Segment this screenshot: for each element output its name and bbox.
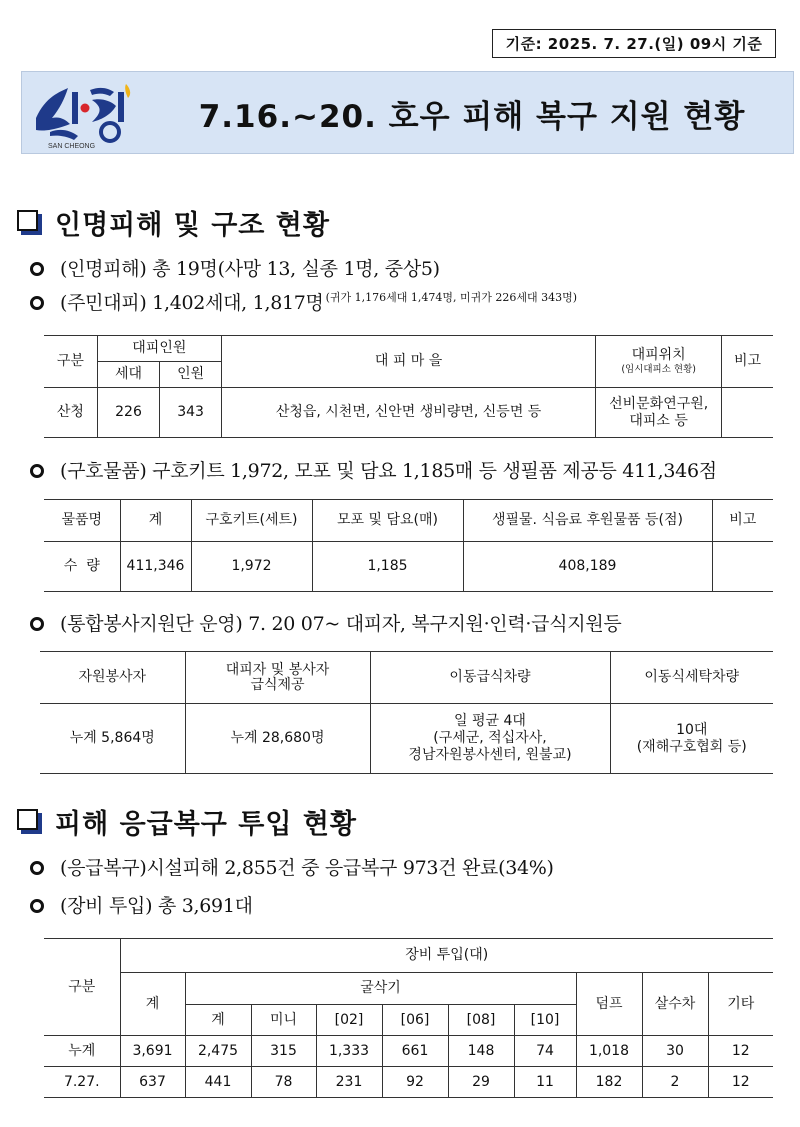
table-cell: 10대 (재해구호협회 등) [610, 704, 773, 774]
table-row [44, 542, 773, 592]
table-cell: 일 평균 4대 (구세군, 적십자사, 경남자원봉사센터, 원불교) [370, 704, 610, 774]
table-cell: 408,189 [463, 542, 712, 592]
header-location: 대피위치 (임시대피소 현황) [596, 336, 722, 388]
table-cell: 441 [185, 1067, 251, 1098]
table-cell: 이동급식차량 [370, 652, 610, 704]
table-cell: 7.27. [44, 1067, 120, 1098]
bullet-relief-goods: (구호물품) 구호키트 1,972, 모포 및 담요 1,185매 등 생필품 제공등 411,346점 [30, 456, 717, 483]
table-cell: [06] [382, 1005, 448, 1036]
header-total: 계 [120, 973, 185, 1036]
sancheong-logo [30, 78, 140, 150]
table-cell: 148 [448, 1036, 514, 1067]
header-person: 인원 [160, 362, 222, 388]
table-cell: 수 량 [44, 542, 120, 592]
table-cell: 11 [514, 1067, 576, 1098]
table-cell: 637 [120, 1067, 185, 1098]
table-cell: 대피자 및 봉사자 급식제공 [185, 652, 370, 704]
circle-bullet-icon [30, 899, 44, 913]
table-cell: 2,475 [185, 1036, 251, 1067]
header-note: 비고 [722, 336, 773, 388]
volunteer-table [40, 651, 773, 774]
equipment-table [44, 938, 773, 1098]
circle-bullet-icon [30, 617, 44, 631]
table-cell: [02] [316, 1005, 382, 1036]
table-cell: 자원봉사자 [40, 652, 185, 704]
table-cell: 이동식세탁차량 [610, 652, 773, 704]
table-cell: 누계 5,864명 [40, 704, 185, 774]
title-banner [21, 71, 794, 154]
header-equipment: 장비 투입(대) [120, 939, 773, 973]
table-cell: 315 [251, 1036, 316, 1067]
header-evac-people: 대피인원 [97, 336, 221, 362]
svg-text:SAN CHEONG: SAN CHEONG [48, 143, 96, 150]
table-cell: 29 [448, 1067, 514, 1098]
header-gubun: 구분 [44, 939, 120, 1036]
table-row [40, 704, 773, 774]
table-cell: 생필물. 식음료 후원물품 등(점) [463, 500, 712, 542]
circle-bullet-icon [30, 861, 44, 875]
bullet-emergency-recovery: (응급복구)시설피해 2,855건 중 응급복구 973건 완료(34%) [30, 853, 554, 880]
table-cell: 3,691 [120, 1036, 185, 1067]
table-row [44, 1067, 773, 1098]
header-village: 대 피 마 을 [221, 336, 595, 388]
circle-bullet-icon [30, 296, 44, 310]
table-row: 산청 226 343 산청읍, 시천면, 신안면 생비량면, 신등면 등 선비문화연구원, 대피소 등 [44, 388, 773, 438]
circle-bullet-icon [30, 464, 44, 478]
bullet-casualties: (인명피해) 총 19명(사망 13, 실종 1명, 중상5) [30, 254, 440, 281]
table-cell: 1,185 [312, 542, 463, 592]
header-sprinkler: 살수차 [642, 973, 708, 1036]
table-cell: 182 [576, 1067, 642, 1098]
table-cell: [08] [448, 1005, 514, 1036]
table-cell: 비고 [712, 500, 773, 542]
table-cell: 물품명 [44, 500, 120, 542]
table-cell: 12 [708, 1067, 773, 1098]
header-etc: 기타 [708, 973, 773, 1036]
table-cell: 미니 [251, 1005, 316, 1036]
header-household: 세대 [97, 362, 160, 388]
section-square-icon [17, 210, 41, 234]
table-cell: 구호키트(세트) [191, 500, 312, 542]
header-excavator: 굴삭기 [185, 973, 576, 1005]
table-cell: 누계 [44, 1036, 120, 1067]
table-cell: 2 [642, 1067, 708, 1098]
section-square-icon [17, 809, 41, 833]
table-cell: 78 [251, 1067, 316, 1098]
relief-goods-table [44, 499, 773, 592]
table-cell: 1,018 [576, 1036, 642, 1067]
table-cell: 계 [120, 500, 191, 542]
table-row [44, 1036, 773, 1067]
evacuation-note: (귀가 1,176세대 1,474명, 미귀가 226세대 343명) [325, 291, 578, 304]
table-cell: 231 [316, 1067, 382, 1098]
evacuation-table [44, 335, 773, 438]
page-title: 7.16.~20. 호우 피해 복구 지원 현황 [198, 99, 746, 135]
section-title-recovery: 피해 응급복구 투입 현황 [17, 801, 357, 841]
section-title-casualty: 인명피해 및 구조 현황 [17, 202, 330, 242]
table-cell: 92 [382, 1067, 448, 1098]
circle-bullet-icon [30, 262, 44, 276]
table-cell: 모포 및 담요(매) [312, 500, 463, 542]
table-cell [712, 542, 773, 592]
table-cell: 661 [382, 1036, 448, 1067]
reference-date: 기준: 2025. 7. 27.(일) 09시 기준 [492, 29, 776, 58]
table-cell: 411,346 [120, 542, 191, 592]
table-cell: 1,333 [316, 1036, 382, 1067]
table-cell: [10] [514, 1005, 576, 1036]
header-dump: 덤프 [576, 973, 642, 1036]
table-cell: 74 [514, 1036, 576, 1067]
table-cell: 1,972 [191, 542, 312, 592]
sancheong-logo-icon [30, 78, 140, 150]
table-cell: 누계 28,680명 [185, 704, 370, 774]
table-cell: 계 [185, 1005, 251, 1036]
bullet-volunteer: (통합봉사지원단 운영) 7. 20 07~ 대피자, 복구지원·인력·급식지원등 [30, 609, 621, 636]
table-cell: 12 [708, 1036, 773, 1067]
table-cell: 30 [642, 1036, 708, 1067]
header-gubun: 구분 [44, 336, 97, 388]
bullet-equipment: (장비 투입) 총 3,691대 [30, 891, 253, 918]
bullet-evacuation: (주민대피) 1,402세대, 1,817명 (귀가 1,176세대 1,474명, 미귀가 226세대 343명) [30, 288, 577, 315]
